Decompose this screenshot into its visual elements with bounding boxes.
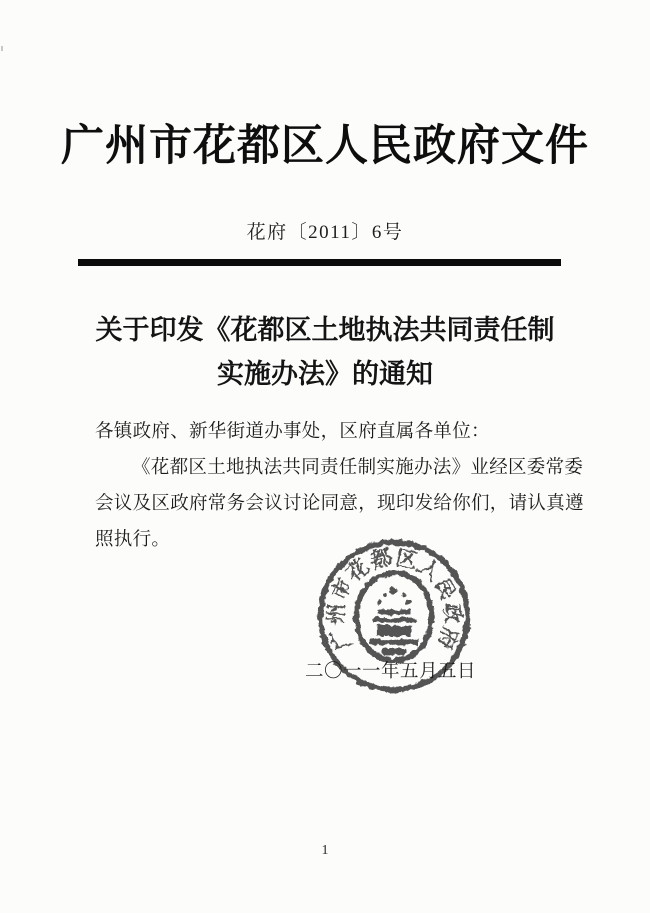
document-header-title: 广州市花都区人民政府文件 <box>61 123 589 170</box>
subject-heading-line1: 关于印发《花都区土地执法共同责任制 <box>95 315 555 345</box>
signoff-date: 二〇一一年五月五日 <box>305 662 477 682</box>
body-paragraph-line: 会议及区政府常务会议讨论同意，现印发给你们，请认真遵 <box>95 494 584 514</box>
header-rule-divider <box>78 259 561 266</box>
subject-heading-line2: 实施办法》的通知 <box>217 359 433 389</box>
page-number: 1 <box>321 843 329 858</box>
body-paragraph-line: 《花都区土地执法共同责任制实施办法》业经区委常委 <box>132 458 584 478</box>
document-number: 花府〔2011〕6号 <box>246 222 404 243</box>
scan-artifact <box>1 46 3 51</box>
national-emblem-icon <box>356 573 431 661</box>
body-salutation: 各镇政府、新华街道办事处，区府直属各单位： <box>95 422 490 442</box>
body-paragraph-line: 照执行。 <box>95 530 171 550</box>
seal-ring-text-glyphs: 广州市花都区人民政府 <box>324 546 464 654</box>
